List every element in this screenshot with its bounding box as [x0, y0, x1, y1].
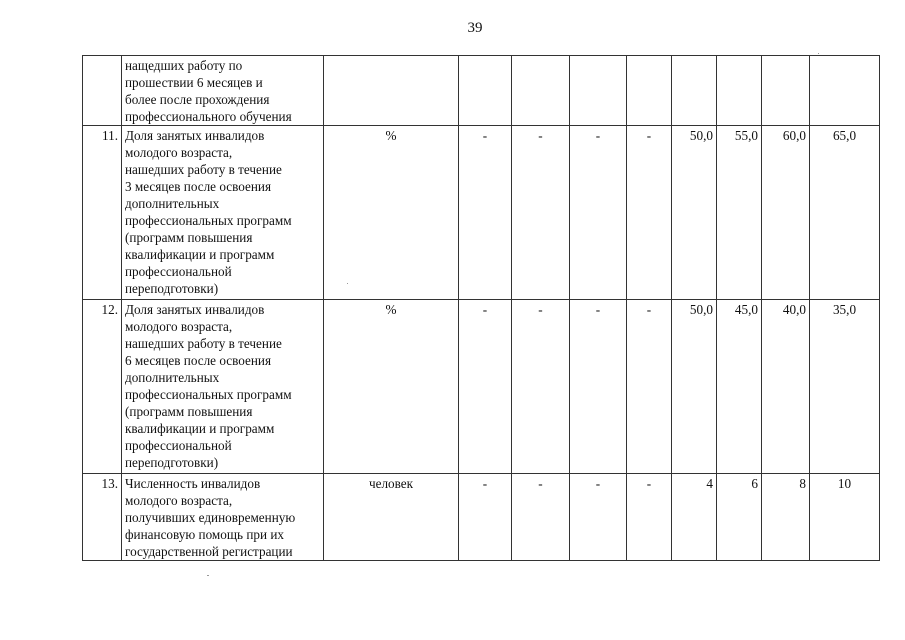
table-row	[83, 474, 880, 561]
page-number: 39	[467, 20, 483, 36]
row-number: 13.	[83, 474, 122, 561]
value-cell: 4	[672, 474, 717, 561]
value-cell	[717, 56, 762, 126]
value-cell: -	[512, 474, 570, 561]
value-cell: -	[570, 474, 627, 561]
value-cell: 50,0	[672, 126, 717, 300]
value-cell	[810, 56, 880, 126]
value-cell: -	[570, 126, 627, 300]
value-cell: -	[459, 300, 512, 474]
value-cell	[627, 56, 672, 126]
value-cell: 10	[810, 474, 880, 561]
indicator-name: нащедших работу по прошествии 6 месяцев и более после прохождения профессионального обучения	[122, 56, 324, 126]
unit-cell: %	[324, 300, 459, 474]
value-cell	[570, 56, 627, 126]
table-row	[83, 56, 880, 126]
value-cell	[512, 56, 570, 126]
value-cell: 35,0	[810, 300, 880, 474]
value-cell: -	[627, 126, 672, 300]
value-cell: 55,0	[717, 126, 762, 300]
value-cell: 60,0	[762, 126, 810, 300]
table-row	[83, 126, 880, 300]
scan-speck	[347, 283, 348, 284]
value-cell: 40,0	[762, 300, 810, 474]
table-row	[83, 300, 880, 474]
value-cell: -	[459, 126, 512, 300]
row-number: 11.	[83, 126, 122, 300]
value-cell: 45,0	[717, 300, 762, 474]
value-cell	[459, 56, 512, 126]
unit-cell	[324, 56, 459, 126]
scan-speck	[818, 53, 819, 54]
value-cell: -	[570, 300, 627, 474]
value-cell	[762, 56, 810, 126]
unit-cell: человек	[324, 474, 459, 561]
value-cell: 8	[762, 474, 810, 561]
scan-speck	[207, 575, 209, 576]
value-cell: -	[627, 474, 672, 561]
value-cell: 50,0	[672, 300, 717, 474]
value-cell: -	[627, 300, 672, 474]
indicators-table	[82, 55, 880, 561]
row-number: 12.	[83, 300, 122, 474]
value-cell: -	[459, 474, 512, 561]
value-cell: -	[512, 300, 570, 474]
indicator-name: Численность инвалидов молодого возраста, получивших единовременную финансовую помощь при их государственной регистрации	[122, 474, 324, 561]
value-cell	[672, 56, 717, 126]
indicator-name: Доля занятых инвалидов молодого возраста, нашедших работу в течение 6 месяцев после освоения дополнительных профессиональных программ (программ повышения квалификации и программ профессиональной переподготовки)	[122, 300, 324, 474]
value-cell: 6	[717, 474, 762, 561]
value-cell: 65,0	[810, 126, 880, 300]
value-cell: -	[512, 126, 570, 300]
indicator-name: Доля занятых инвалидов молодого возраста, нашедших работу в течение 3 месяцев после освоения дополнительных профессиональных программ (программ повышения квалификации и программ профессиональной переподготовки)	[122, 126, 324, 300]
unit-cell: %	[324, 126, 459, 300]
row-number	[83, 56, 122, 126]
